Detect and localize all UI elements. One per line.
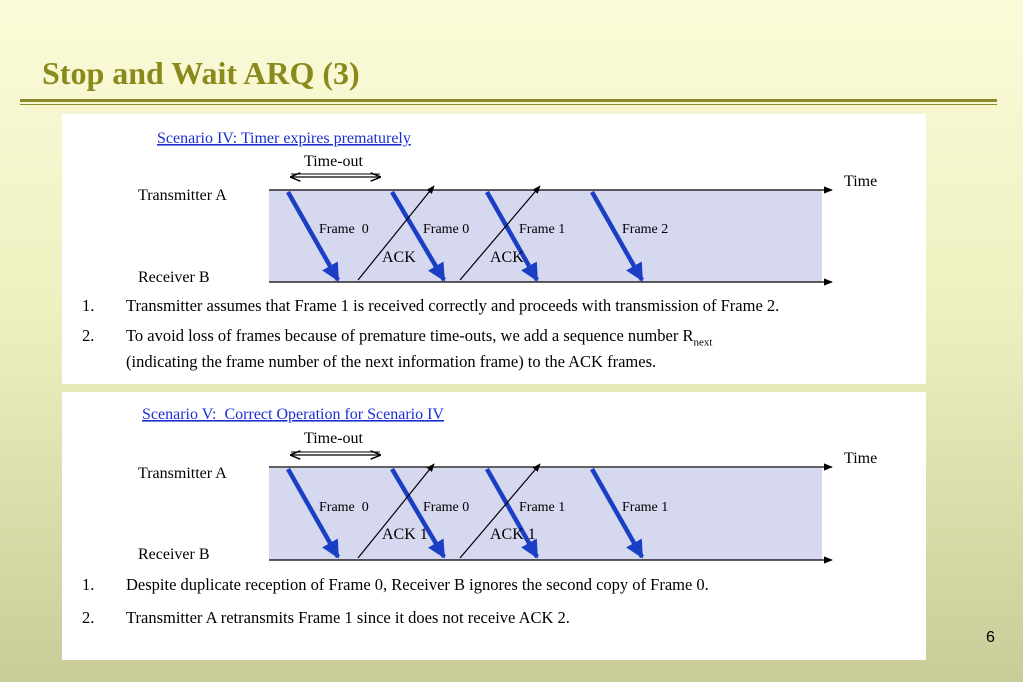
ack-label: ACK — [382, 249, 416, 266]
scenario-heading[interactable]: Scenario V: Correct Operation for Scenario IV — [142, 406, 444, 423]
ack-label: ACK 1 — [490, 526, 536, 543]
frame-label: Frame 0 — [423, 500, 470, 515]
transmitter-label: Transmitter A — [138, 465, 227, 482]
slide-title: Stop and Wait ARQ (3) — [42, 55, 360, 91]
timeout-label: Time-out — [304, 153, 363, 170]
frame-label: Frame 0 — [423, 222, 470, 237]
scenario-v-panel: Scenario V: Correct Operation for Scenario IV Time-out Time Transmitter A Receiver B Frame 0 Frame 0 Frame 1 Frame 1 ACK 1 ACK 1 1. Despite duplicate reception of Frame 0, Receiver B ignores the second copy of Frame 0. 2. Transmitter A retransmits Frame 1 since it does not receive ACK 2. — [62, 392, 926, 660]
scenario-iv-panel: Scenario IV: Timer expires prematurely Time-out Time Transmitter A Receiver B Frame 0 Frame 0 Frame 1 Frame 2 ACK ACK 1. Transmitter assumes that Frame 1 is received correctly and proceeds with transmission of Frame 2. 2. To avoid loss of frames because of premature time-outs, we add a sequence number $R_{next}$ (indicating the frame number of the next information frame) to the ACK frames. — [62, 114, 926, 384]
ack-label: ACK 1 — [382, 526, 428, 543]
receiver-label: Receiver B — [138, 269, 210, 286]
frame-label: Frame 0 — [319, 500, 369, 515]
frame-label: Frame 1 — [519, 222, 566, 237]
timeout-label: Time-out — [304, 430, 363, 447]
scenario-heading[interactable]: Scenario IV: Timer expires prematurely — [157, 130, 411, 147]
frame-label: Frame 2 — [622, 222, 669, 237]
page-number: 6 — [986, 629, 995, 646]
receiver-label: Receiver B — [138, 546, 210, 563]
title-rule-thin — [20, 104, 997, 105]
frame-label: Frame 1 — [622, 500, 669, 515]
time-label: Time — [844, 450, 878, 467]
title-rule — [20, 99, 997, 102]
time-label: Time — [844, 173, 878, 190]
frame-label: Frame 1 — [519, 500, 566, 515]
transmitter-label: Transmitter A — [138, 187, 227, 204]
frame-label: Frame 0 — [319, 222, 369, 237]
ack-label: ACK — [490, 249, 524, 266]
